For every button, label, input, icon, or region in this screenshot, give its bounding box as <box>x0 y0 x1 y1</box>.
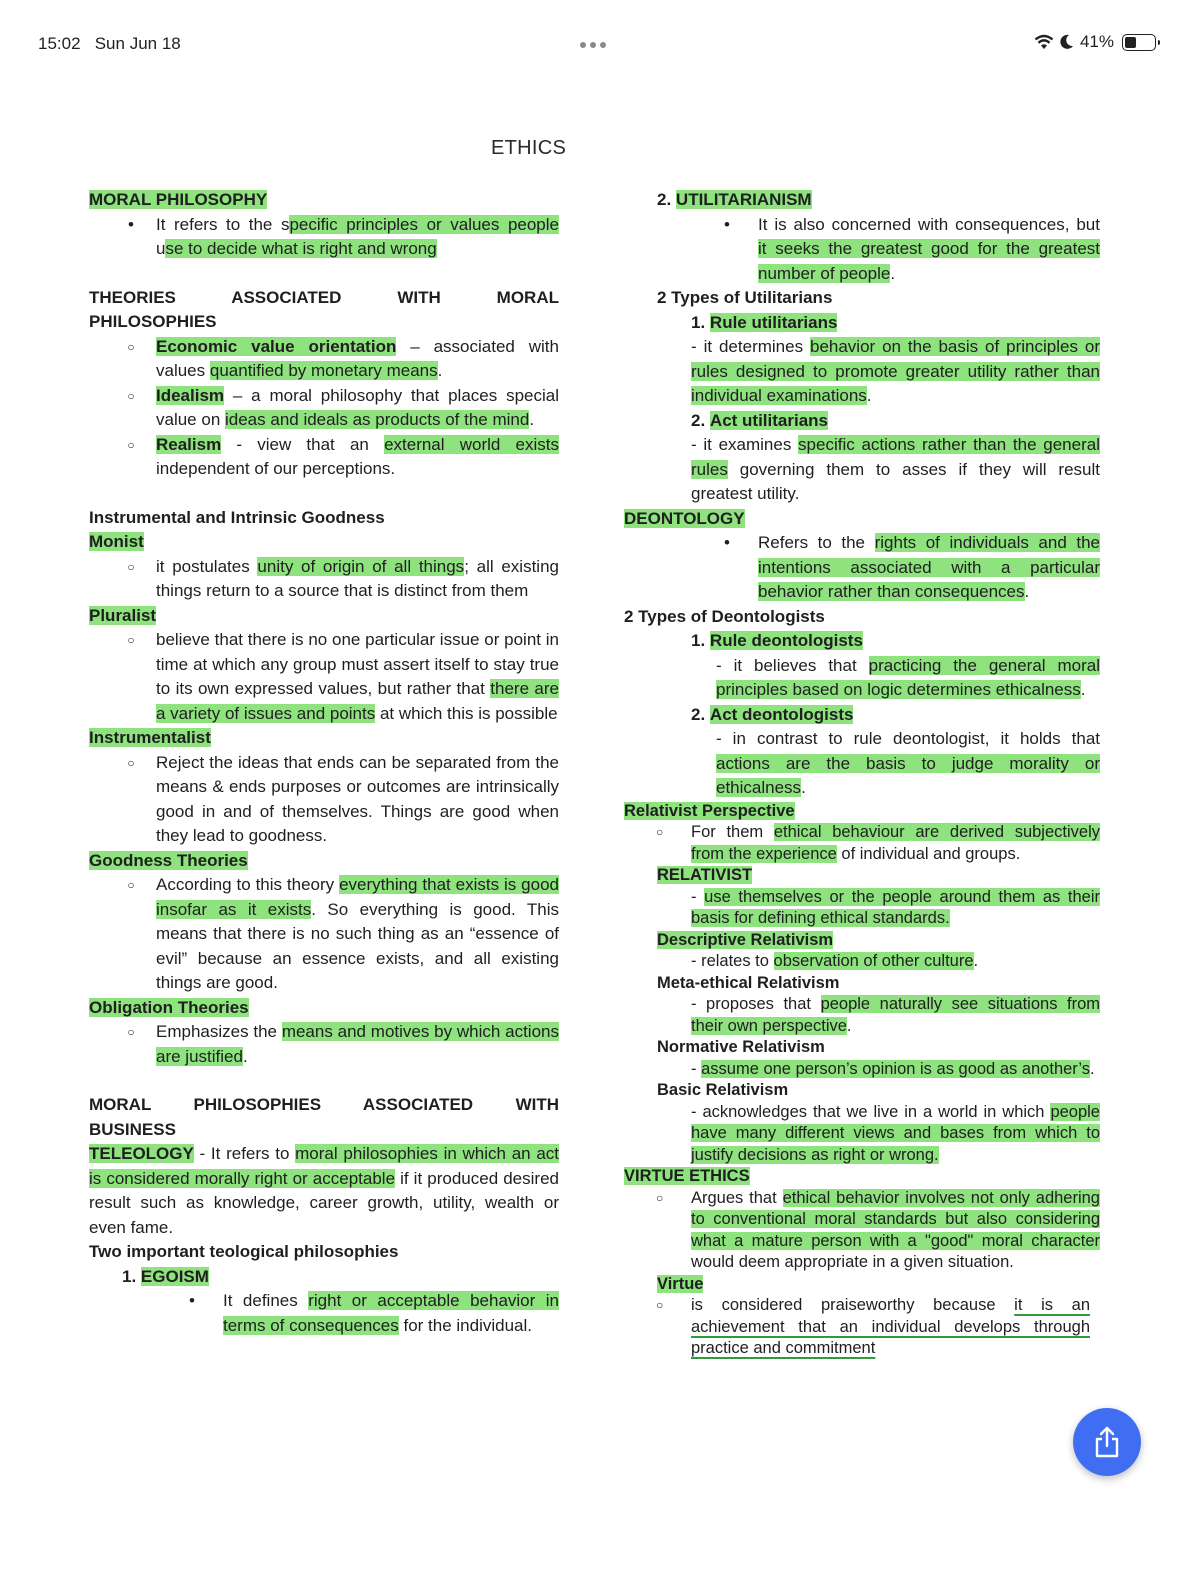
rule-deontologists-heading: 1. Rule deontologists <box>691 631 863 650</box>
heading-moral-philosophy: MORAL PHILOSOPHY <box>89 190 268 209</box>
list-item: ○ For them ethical behaviour are derived subjectively from the experience of individual and groups. <box>656 823 1100 863</box>
document-title: ETHICS <box>491 137 567 159</box>
paragraph: - it examines specific actions rather than the general rules governing them to asses if they will result greatest utility. <box>691 435 1100 503</box>
share-icon <box>1092 1425 1122 1459</box>
paragraph: - acknowledges that we live in a world in which people have many different views and bases from which to justify decisions as right or wrong. <box>691 1102 1100 1164</box>
list-item: ○ Emphasizes the means and motives by which actions are justified. <box>127 1022 559 1066</box>
heading-types-deon: 2 Types of Deontologists <box>624 606 825 626</box>
act-deontologists-heading: 2. Act deontologists <box>691 704 854 724</box>
list-item: ○ is considered praiseworthy because it is an achievement that an individual develops through practice and commitment <box>656 1296 1090 1357</box>
share-button[interactable] <box>1073 1408 1141 1476</box>
more-dots-icon[interactable] <box>580 42 606 48</box>
utilitarianism-heading: 2. UTILITARIANISM <box>657 190 812 209</box>
list-item: ○ According to this theory everything that exists is good insofar as it exists. So everything is good. This means that there is no such thing as an “essence of evil” because an essence exists, and all existing things are good. <box>127 875 560 992</box>
rule-utilitarians-heading: 1. Rule utilitarians <box>691 312 838 332</box>
heading-theories: THEORIES ASSOCIATED WITH MORAL PHILOSOPHIES <box>89 287 559 331</box>
heading-deontology: DEONTOLOGY <box>624 508 745 528</box>
battery-icon <box>1122 34 1156 51</box>
list-item: ○ Argues that ethical behavior involves not only adhering to conventional moral standards but also considering what a mature person with a "good" moral character would deem appropriate in a given situation. <box>656 1188 1100 1271</box>
paragraph: - relates to observation of other culture. <box>691 952 979 970</box>
list-item: • Refers to the rights of individuals and the intentions associated with a particular behavior rather than consequences. <box>724 533 1100 601</box>
left-column <box>89 188 559 1338</box>
heading-obligation-theories: Obligation Theories <box>89 997 249 1017</box>
list-item: ○ it postulates unity of origin of all things; all existing things return to a source that is distinct from them <box>127 556 559 600</box>
heading-goodness-theories: Goodness Theories <box>89 850 248 870</box>
list-item: • It is also concerned with consequences, but it seeks the greatest good for the greatest number of people. <box>724 214 1100 283</box>
list-item: • It defines right or acceptable behavior in terms of consequences for the individual. <box>189 1291 560 1335</box>
paragraph: - it believes that practicing the general moral principles based on logic determines ethicalness. <box>716 655 1101 699</box>
act-utilitarians-heading: 2. Act utilitarians <box>691 410 829 430</box>
status-date: Sun Jun 18 <box>94 34 181 53</box>
paragraph: - proposes that people naturally see situations from their own perspective. <box>691 995 1100 1035</box>
moon-icon <box>1060 34 1074 50</box>
right-column <box>624 188 1100 1360</box>
paragraph: - in contrast to rule deontologist, it holds that actions are the basis to judge morality or ethicalness. <box>716 729 1100 797</box>
heading-descriptive: Descriptive Relativism <box>657 930 834 949</box>
wifi-icon <box>1034 34 1054 50</box>
heading-instrumentalist: Instrumentalist <box>89 728 211 747</box>
list-item: ○ believe that there is no one particular issue or point in time at which any group must assert itself to stay true to its own expressed values, but rather that there are a variety of issues and points at which this is possible <box>127 630 560 723</box>
heading-types-util: 2 Types of Utilitarians <box>657 288 833 307</box>
status-bar <box>0 0 1200 88</box>
heading-business: MORAL PHILOSOPHIES ASSOCIATED WITH BUSINESS <box>89 1095 559 1139</box>
heading-normative: Normative Relativism <box>657 1038 825 1056</box>
heading-virtue-ethics: VIRTUE ETHICS <box>624 1167 750 1185</box>
egoism-heading: 1. EGOISM <box>122 1266 209 1286</box>
heading-relativist: RELATIVIST <box>657 866 753 884</box>
paragraph: - assume one person’s opinion is as good as another’s. <box>691 1059 1095 1078</box>
heading-relativist-perspective: Relativist Perspective <box>624 801 795 820</box>
list-item: • It refers to the specific principles or values people use to decide what is right and wrong <box>128 214 559 258</box>
list-item: ○ Realism - view that an external world exists independent of our perceptions. <box>127 434 559 478</box>
list-item: ○ Economic value orientation – associated with values quantified by monetary means. <box>127 336 559 380</box>
heading-two-important: Two important teological philosophies <box>89 1242 399 1261</box>
paragraph: - use themselves or the people around them as their basis for defining ethical standards. <box>691 887 1100 927</box>
heading-pluralist: Pluralist <box>89 605 157 625</box>
heading-meta: Meta-ethical Relativism <box>657 973 840 992</box>
heading-basic: Basic Relativism <box>657 1081 789 1099</box>
heading-goodness: Instrumental and Intrinsic Goodness <box>89 507 385 527</box>
status-time: 15:02 Sun Jun 18 <box>38 34 181 53</box>
paragraph-teleology: TELEOLOGY - It refers to moral philosophies in which an act is considered morally right or acceptable if it produced desired result such as knowledge, career growth, utility, wealth or even fame. <box>89 1144 559 1237</box>
paragraph: - it determines behavior on the basis of principles or rules designed to promote greater utility rather than individual examinations. <box>691 337 1100 405</box>
heading-virtue: Virtue <box>657 1274 704 1293</box>
list-item: ○ Idealism – a moral philosophy that places special value on ideas and ideals as products of the mind. <box>127 385 559 429</box>
heading-monist: Monist <box>89 532 144 551</box>
battery-percent: 41% <box>1079 32 1114 51</box>
list-item: ○ Reject the ideas that ends can be separated from the means & ends purposes or outcomes are intrinsically good in and of themselves. Things are good when they lead to goodness. <box>127 752 559 845</box>
